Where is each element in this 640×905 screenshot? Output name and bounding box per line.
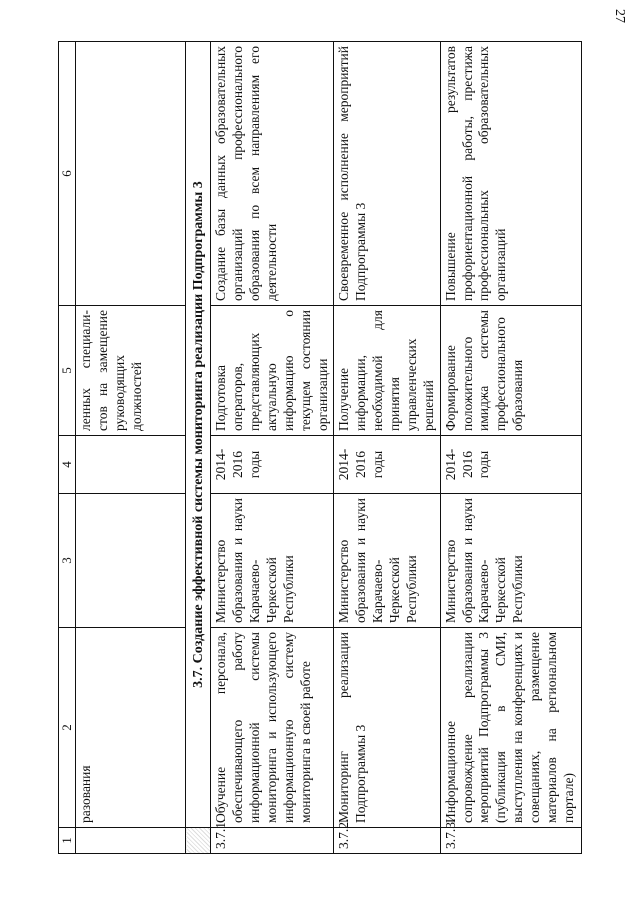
row-number: 3.7.2. [334, 828, 440, 854]
row-result: Получение информации, необходимой для принятия управленческих решений [334, 306, 440, 436]
row-executor: Министерство образования и науки Карачаево-Черкесской Республики [440, 494, 581, 628]
row-executor: Министерство образования и науки Карачаево-Черкесской Республики [211, 494, 334, 628]
cont-cell-2: разования [76, 628, 186, 828]
row-period: 2014-2016 годы [440, 436, 581, 494]
row-measure: Информационное сопровождение реализации мероприятий Подпрограммы 3 (публикация в СМИ, выступления на конференциях и совещаниях, размещение материалов на региональном портале) [440, 628, 581, 828]
row-link: Своевременное исполнение мероприятий Подпрограммы 3 [334, 42, 440, 306]
header-col-6: 6 [59, 42, 76, 306]
table-row [334, 42, 440, 854]
row-result: Формирование положительного имиджа системы профессионального образования [440, 306, 581, 436]
page-number: 27 [612, 9, 627, 23]
section-cell-1 [186, 828, 211, 854]
cont-cell-1 [76, 828, 186, 854]
row-result: Подготовка операторов, представляющих актуальную информацию о текущем состоянии организации [211, 306, 334, 436]
row-period: 2014-2016 годы [211, 436, 334, 494]
cont-cell-4 [76, 436, 186, 494]
table-row [440, 42, 581, 854]
section-title: 3.7. Создание эффективной системы мониторинга реализации Подпрограммы 3 [186, 42, 211, 828]
header-col-3: 3 [59, 494, 76, 628]
header-row [59, 42, 76, 854]
cont-cell-5: ленных специали-стов на замещение руководящих должностей [76, 306, 186, 436]
table-row [211, 42, 334, 854]
cont-cell-6 [76, 42, 186, 306]
row-link: Создание базы данных образовательных организаций профессионального образования по всем направлениям его деятельности [211, 42, 334, 306]
rotated-page [58, 42, 582, 854]
program-table [58, 41, 582, 854]
row-number: 3.7.3. [440, 828, 581, 854]
header-col-2: 2 [59, 628, 76, 828]
continuation-row [76, 42, 186, 854]
header-col-1: 1 [59, 828, 76, 854]
cont-cell-3 [76, 494, 186, 628]
row-measure: Обучение персонала, обеспечивающего работу информационной системы мониторинга и использующего информационную систему мониторинга в своей работе [211, 628, 334, 828]
row-number: 3.7.1. [211, 828, 334, 854]
row-link: Повышение результатов профориентационной работы, престижа профессиональных образовательных организаций [440, 42, 581, 306]
row-period: 2014-2016 годы [334, 436, 440, 494]
row-executor: Министерство образования и науки Карачаево-Черкесской Республики [334, 494, 440, 628]
header-col-4: 4 [59, 436, 76, 494]
row-measure: Мониторинг реализации Подпрограммы 3 [334, 628, 440, 828]
section-row [186, 42, 211, 854]
header-col-5: 5 [59, 306, 76, 436]
